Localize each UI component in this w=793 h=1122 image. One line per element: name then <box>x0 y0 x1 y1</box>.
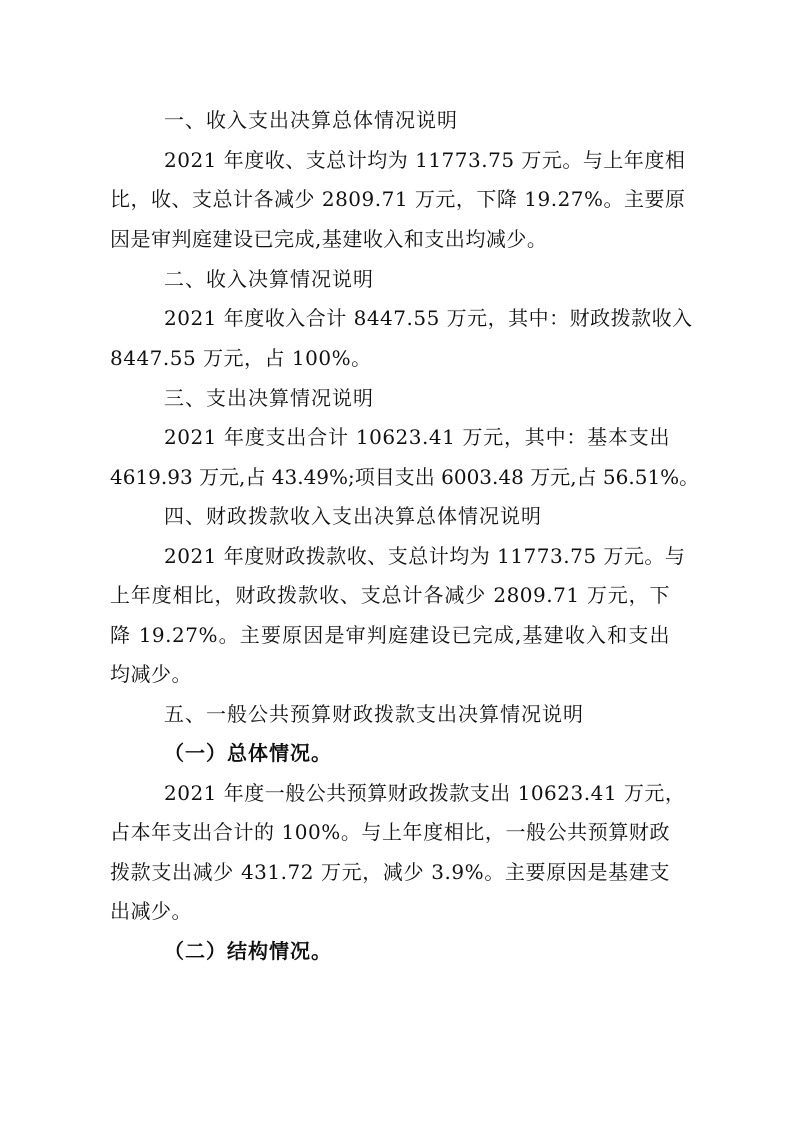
subsection-1-line-1: 2021 年度一般公共预算财政拨款支出 10623.41 万元， <box>164 781 686 805</box>
section-2-line-2: 8447.55 万元，占 100%。 <box>110 346 372 370</box>
subsection-1-line-4: 出减少。 <box>110 899 192 923</box>
section-5-heading: 五、一般公共预算财政拨款支出决算情况说明 <box>164 702 584 726</box>
section-1-heading: 一、收入支出决算总体情况说明 <box>164 108 458 132</box>
section-3-line-1: 2021 年度支出合计 10623.41 万元，其中：基本支出 <box>164 425 670 449</box>
subsection-1-line-3: 拨款支出减少 431.72 万元，减少 3.9%。主要原因是基建支 <box>110 860 670 884</box>
subsection-1-heading: （一）总体情况。 <box>164 741 332 765</box>
section-4-line-3: 降 19.27%。主要原因是审判庭建设已完成,基建收入和支出 <box>110 623 670 647</box>
section-1-line-1: 2021 年度收、支总计均为 11773.75 万元。与上年度相 <box>164 148 686 172</box>
section-3-heading: 三、支出决算情况说明 <box>164 386 374 410</box>
subsection-1-line-2: 占本年支出合计的 100%。与上年度相比，一般公共预算财政 <box>110 820 670 844</box>
section-4-line-1: 2021 年度财政拨款收、支总计均为 11773.75 万元。与 <box>164 544 686 568</box>
section-2-line-1: 2021 年度收入合计 8447.55 万元，其中：财政拨款收入 <box>164 306 693 330</box>
section-4-heading: 四、财政拨款收入支出决算总体情况说明 <box>164 504 542 528</box>
section-4-line-2: 上年度相比，财政拨款收、支总计各减少 2809.71 万元，下 <box>110 583 670 607</box>
section-2-heading: 二、收入决算情况说明 <box>164 267 374 291</box>
section-4-line-4: 均减少。 <box>110 662 192 686</box>
section-1-line-2: 比，收、支总计各减少 2809.71 万元，下降 19.27%。主要原 <box>110 187 686 211</box>
section-3-line-2: 4619.93 万元,占 43.49%;项目支出 6003.48 万元,占 56.51%。 <box>110 465 700 489</box>
subsection-2-heading: （二）结构情况。 <box>164 939 332 963</box>
section-1-line-3: 因是审判庭建设已完成,基建收入和支出均减少。 <box>110 227 548 251</box>
